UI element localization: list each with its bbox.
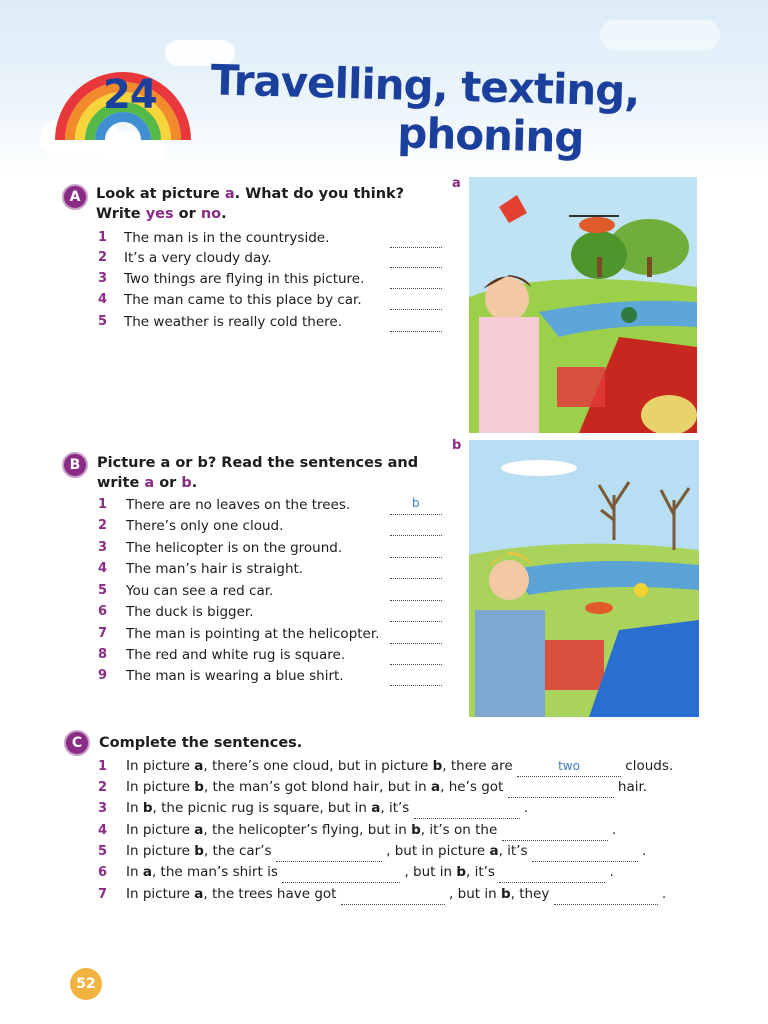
section-a-badge: A <box>62 184 88 210</box>
answer-blank[interactable] <box>508 783 614 798</box>
section-b-instruction: Picture a or b? Read the sentences and write a or b. <box>97 455 419 491</box>
answer-blank[interactable] <box>390 274 442 289</box>
answer-blank[interactable] <box>341 890 445 905</box>
section-c-badge: C <box>64 730 90 756</box>
answer-blank[interactable] <box>554 890 658 905</box>
answer-blank[interactable] <box>390 521 442 536</box>
answer-blank[interactable] <box>499 868 605 883</box>
answer-blank[interactable] <box>390 671 442 686</box>
list-item: 4 In picture a, the helicopter’s flying, but in b, it’s on the . <box>98 820 616 841</box>
answer-blank[interactable] <box>282 868 400 883</box>
answer-blank[interactable] <box>390 564 442 579</box>
list-item: 6 In a, the man’s shirt is , but in b, it’s . <box>98 862 614 883</box>
filled-answer: b <box>412 496 420 510</box>
answer-blank[interactable] <box>390 233 442 248</box>
answer-blank[interactable] <box>390 629 442 644</box>
answer-blank[interactable] <box>502 826 608 841</box>
page-number: 52 <box>70 968 102 1000</box>
section-c-instruction: Complete the sentences. <box>99 735 303 751</box>
answer-blank[interactable] <box>390 543 442 558</box>
picture-a-label: a <box>452 176 461 191</box>
answer-blank[interactable] <box>390 253 442 268</box>
list-item: 7 In picture a, the trees have got , but in b, they . <box>98 884 666 905</box>
picture-a <box>469 177 697 433</box>
section-b-badge: B <box>62 452 88 478</box>
title-line-1: Travelling, texting, <box>210 55 640 116</box>
list-item: 5 In picture b, the car’s , but in picture a, it’s . <box>98 841 646 862</box>
answer-blank[interactable] <box>390 650 442 665</box>
section-a-instruction: Look at picture a. What do you think? Write yes or no. <box>96 186 405 222</box>
cloud-decoration <box>600 20 720 50</box>
title-line-2: phoning <box>396 108 585 163</box>
list-item: 1 In picture a, there’s one cloud, but in picture b, there are two clouds. <box>98 756 673 777</box>
answer-blank[interactable] <box>390 586 442 601</box>
picture-b-label: b <box>452 438 462 453</box>
answer-blank[interactable] <box>390 317 442 332</box>
picture-b <box>469 440 699 717</box>
answer-blank[interactable]: two <box>517 756 621 777</box>
answer-blank[interactable] <box>276 847 382 862</box>
list-item: 3 In b, the picnic rug is square, but in a, it’s . <box>98 798 528 819</box>
answer-blank[interactable] <box>532 847 638 862</box>
unit-number: 24 <box>103 72 157 118</box>
answer-blank[interactable] <box>390 295 442 310</box>
list-item: 2 In picture b, the man’s got blond hair, but in a, he’s got hair. <box>98 777 647 798</box>
page-title <box>209 56 640 163</box>
answer-blank[interactable] <box>414 804 520 819</box>
answer-blank[interactable] <box>390 607 442 622</box>
